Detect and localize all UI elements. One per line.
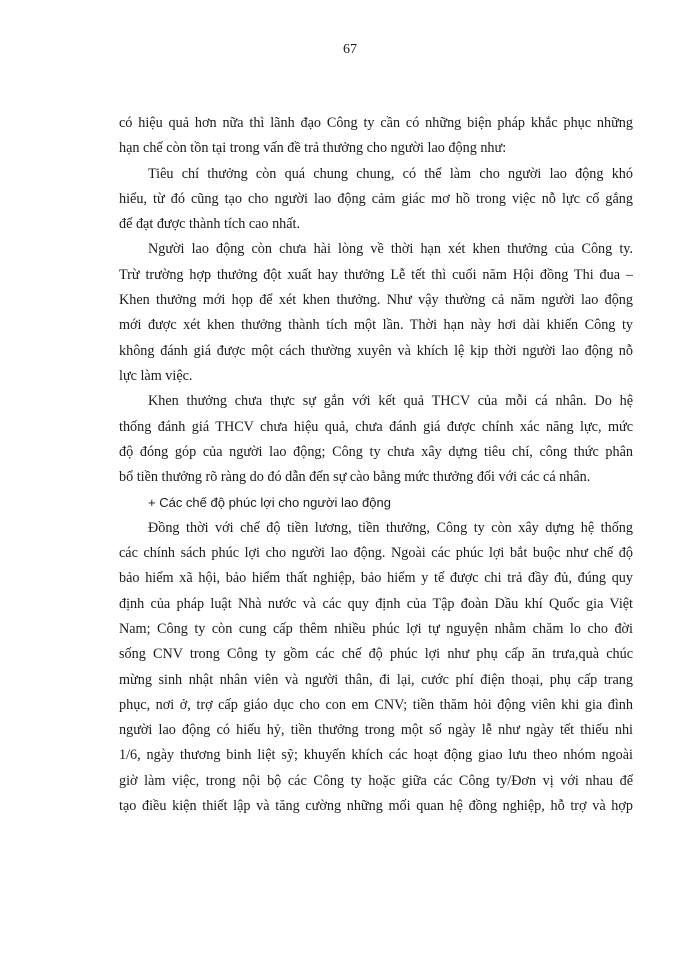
text-line: Tiêu chí thưởng còn quá chung chung, có thể làm cho người lao động khó xyxy=(148,165,633,182)
text-line: người lao động có hiếu hỷ, tiền thưởng trong một số ngày lễ như ngày tết thiếu nhi xyxy=(119,722,633,739)
text-line: hạn chế còn tồn tại trong vấn đề trả thưởng cho người lao động như: xyxy=(119,140,507,157)
text-line: độ đóng góp của người lao động; Công ty chưa xây dựng tiêu chí, công thức phân xyxy=(119,443,633,460)
paragraph xyxy=(119,111,633,162)
text-line: phục, nơi ở, trợ cấp giáo dục cho con em CNV; tiền thăm hỏi động viên khi gia đình xyxy=(119,696,633,713)
text-line: tạo điều kiện thiết lập và tăng cường những mối quan hệ đồng nghiệp, hỗ trợ và hợp xyxy=(119,798,633,815)
paragraph xyxy=(119,389,633,490)
section-heading-text: + Các chế độ phúc lợi cho người lao động xyxy=(148,495,391,511)
text-line: không đánh giá được một cách thường xuyên và khích lệ kịp thời người lao động nỗ xyxy=(119,342,633,359)
text-line: mừng sinh nhật nhân viên và người thân, đi lại, cước phí điện thoại, phụ cấp trang xyxy=(119,671,633,688)
text-line: Khen thưởng mới họp để xét khen thưởng. Như vậy thường cả năm người lao động xyxy=(119,292,633,309)
document-body xyxy=(119,111,633,819)
text-line: các chính sách phúc lợi cho người lao động. Ngoài các phúc lợi bắt buộc như chế độ xyxy=(119,545,633,562)
text-line: thống đánh giá THCV chưa hiệu quả, chưa đánh giá được chính xác năng lực, mức xyxy=(119,418,633,435)
text-line: Nam; Công ty còn cung cấp thêm nhiều phúc lợi tự nguyện nhằm chăm lo cho đời xyxy=(119,620,633,637)
text-line: sống CNV trong Công ty gồm các chế độ phúc lợi như phụ cấp ăn trưa,quà chúc xyxy=(119,646,633,663)
text-line: Khen thưởng chưa thực sự gắn với kết quả THCV của mỗi cá nhân. Do hệ xyxy=(148,393,633,410)
text-line: lực làm việc. xyxy=(119,367,193,384)
text-line: để đạt được thành tích cao nhất. xyxy=(119,216,301,233)
text-line: bảo hiểm xã hội, bảo hiểm thất nghiệp, bảo hiểm y tế được chi trả đầy đủ, đúng quy xyxy=(119,570,633,587)
paragraph xyxy=(119,162,633,238)
text-line: Trừ trường hợp thưởng đột xuất hay thưởng Lễ tết thì cuối năm Hội đồng Thi đua – xyxy=(119,266,633,283)
page-number: 67 xyxy=(343,42,357,57)
text-line: hiểu, từ đó cũng tạo cho người lao động cảm giác mơ hồ trong việc nỗ lực cố gắng xyxy=(119,190,633,207)
text-line: bổ tiền thưởng rõ ràng do đó dẫn đến sự cào bằng mức thưởng đối với các cá nhân. xyxy=(119,469,591,486)
text-line: định của pháp luật Nhà nước và các quy định của Tập đoàn Dầu khí Quốc gia Việt xyxy=(119,595,633,612)
paragraph xyxy=(119,237,633,389)
section-heading xyxy=(119,490,633,515)
text-line: có hiệu quả hơn nữa thì lãnh đạo Công ty cần có những biện pháp khắc phục những xyxy=(119,115,633,131)
text-line: 1/6, ngày thương binh liệt sỹ; khuyến khích các hoạt động giao lưu theo nhóm ngoài xyxy=(119,747,633,764)
text-line: Đồng thời với chế độ tiền lương, tiền thưởng, Công ty còn xây dựng hệ thống xyxy=(148,519,633,536)
text-line: giờ làm việc, trong nội bộ các Công ty hoặc giữa các Công ty/Đơn vị với nhau để xyxy=(119,772,633,789)
paragraph xyxy=(119,516,633,820)
text-line: Người lao động còn chưa hài lòng về thời hạn xét khen thưởng của Công ty. xyxy=(148,241,633,258)
text-line: mới được xét khen thưởng thành tích một lần. Thời hạn này hơi dài khiến Công ty xyxy=(119,317,633,334)
